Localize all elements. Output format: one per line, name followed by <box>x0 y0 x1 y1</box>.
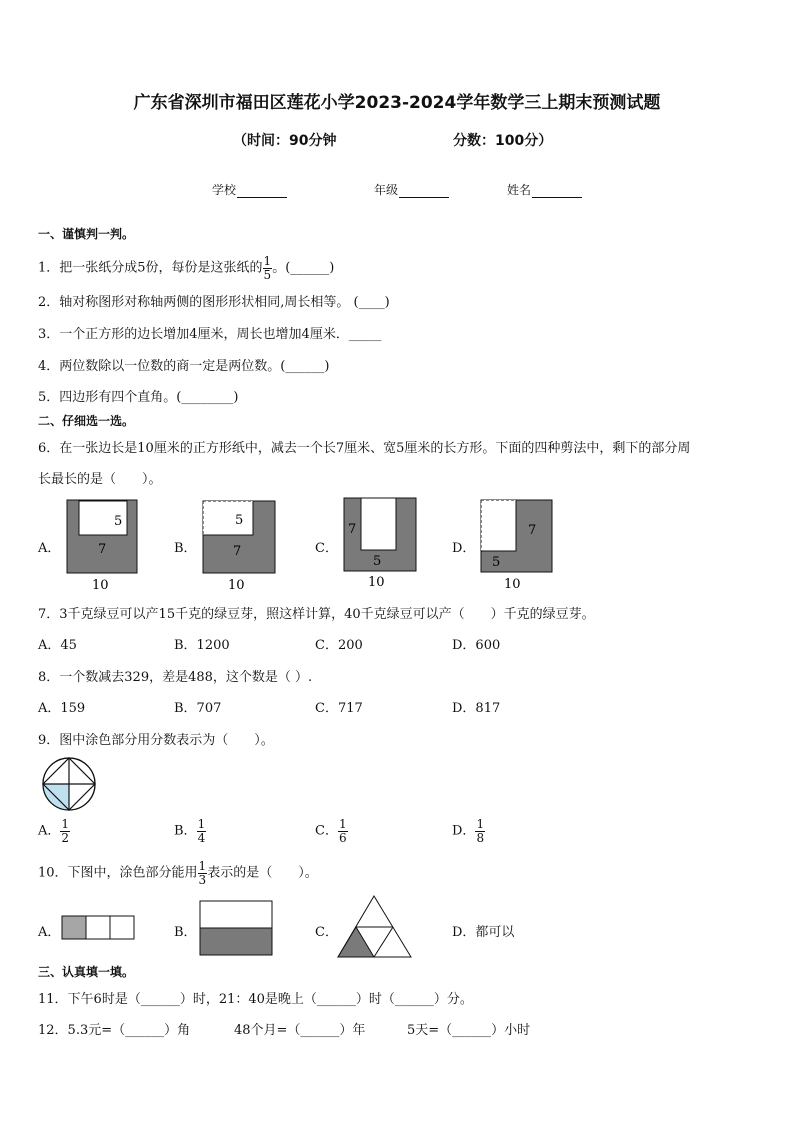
question-1 <box>38 255 334 281</box>
q9-option-a-fraction <box>60 818 70 844</box>
section-3-heading: 三、认真填一填。 <box>38 965 135 979</box>
q6c-label-7: 7 <box>348 522 357 537</box>
q1-frac-den: 5 <box>263 267 272 282</box>
q9-a-num: 1 <box>61 817 70 831</box>
q6c-label-10: 10 <box>368 575 385 590</box>
q9-option-b-letter: B． <box>174 823 197 839</box>
q6b-label-7: 7 <box>233 544 242 559</box>
q10-fraction <box>198 860 208 886</box>
name-blank <box>532 185 582 198</box>
q8-option-b: B．707 <box>174 701 222 716</box>
q9-option-b-fraction <box>197 818 207 844</box>
q1-text-before: 1．把一张纸分成5份，每份是这张纸的 <box>38 260 263 276</box>
q7-option-d: D．600 <box>452 638 501 653</box>
q10-option-d: D．都可以 <box>452 925 515 940</box>
q9-option-b <box>174 818 206 844</box>
q6-option-b-figure <box>198 497 280 593</box>
q9-option-d-letter: D． <box>452 823 476 839</box>
q9-option-d-fraction <box>475 818 485 844</box>
question-3: 3．一个正方形的边长增加4厘米，周长也增加4厘米．_____ <box>38 327 382 342</box>
q10-frac-num: 1 <box>198 859 207 873</box>
q10a-cell-3 <box>110 916 134 939</box>
question-6-line-1: 6．在一张边长是10厘米的正方形纸中，减去一个长7厘米、宽5厘米的长方形。下面的四种剪法中，剩下的部分周 <box>38 441 691 456</box>
q10-option-b-figure <box>199 900 275 958</box>
q6a-label-10: 10 <box>92 578 109 593</box>
q10b-shaded-half <box>200 928 272 955</box>
question-8: 8．一个数减去329，差是488，这个数是（ ）. <box>38 670 313 685</box>
q6-option-b-label: B． <box>174 541 197 556</box>
q10a-cell-2 <box>86 916 110 939</box>
q9-option-a-letter: A． <box>38 823 61 839</box>
name-label: 姓名 <box>507 183 532 197</box>
exam-score: 分数：100分） <box>453 133 553 149</box>
question-6-line-2: 长最长的是（ ）。 <box>38 472 162 487</box>
q9-c-num: 1 <box>338 817 347 831</box>
q9-a-den: 2 <box>61 830 70 845</box>
q10-text-after: 表示的是（ ）。 <box>207 865 318 881</box>
question-5: 5．四边形有四个直角。(________) <box>38 390 239 405</box>
q8-option-d: D．817 <box>452 701 501 716</box>
q10-option-c-figure <box>336 894 414 960</box>
q6b-label-5: 5 <box>235 513 244 528</box>
question-12-part-b: 48个月=（______）年 <box>234 1023 366 1038</box>
q6-option-a-label: A． <box>38 541 61 556</box>
section-2-heading: 二、仔细选一选。 <box>38 414 135 428</box>
q10-option-a-figure <box>61 915 137 941</box>
q7-option-c: C．200 <box>315 638 363 653</box>
q6a-label-5: 5 <box>114 514 123 529</box>
q6d-label-7: 7 <box>528 523 537 538</box>
q10-option-c-label: C． <box>315 925 338 940</box>
school-blank <box>237 185 287 198</box>
q6-option-a-figure <box>62 497 142 593</box>
q8-option-c: C．717 <box>315 701 363 716</box>
q6a-label-7: 7 <box>98 542 107 557</box>
school-field <box>212 181 287 198</box>
q6-option-c-figure <box>339 495 421 591</box>
question-10 <box>38 860 318 886</box>
q10a-shaded-cell <box>62 916 86 939</box>
q9-b-den: 4 <box>197 830 206 845</box>
q8-option-a: A．159 <box>38 701 86 716</box>
q6d-label-5: 5 <box>492 555 501 570</box>
page-title: 广东省深圳市福田区莲花小学2023-2024学年数学三上期末预测试题 <box>133 93 661 113</box>
q10-option-a-label: A． <box>38 925 61 940</box>
question-12-part-a: 12．5.3元=（______）角 <box>38 1023 191 1038</box>
q9-option-c <box>315 818 348 844</box>
q6c-label-5: 5 <box>373 554 382 569</box>
q9-c-den: 6 <box>338 830 347 845</box>
q6b-label-10: 10 <box>228 578 245 593</box>
q1-text-after: 。(______) <box>272 260 335 276</box>
q9-option-a <box>38 818 70 844</box>
q6-option-d-label: D． <box>452 541 476 556</box>
q9-d-num: 1 <box>476 817 485 831</box>
school-label: 学校 <box>212 183 237 197</box>
section-1-heading: 一、谨慎判一判。 <box>38 227 135 241</box>
question-4: 4．两位数除以一位数的商一定是两位数。(______) <box>38 359 330 374</box>
exam-time: （时间：90分钟 <box>233 133 337 149</box>
q9-option-c-fraction <box>338 818 348 844</box>
q9-b-num: 1 <box>197 817 206 831</box>
grade-field <box>374 181 449 198</box>
q7-option-a: A．45 <box>38 638 77 653</box>
grade-label: 年级 <box>374 183 399 197</box>
q7-option-b: B．1200 <box>174 638 230 653</box>
q6c-cut-rect <box>361 498 396 550</box>
q10-frac-den: 3 <box>198 872 207 887</box>
q10-option-b-label: B． <box>174 925 197 940</box>
question-9: 9．图中涂色部分用分数表示为（ ）。 <box>38 733 274 748</box>
q9-option-c-letter: C． <box>315 823 338 839</box>
q6-option-c-label: C． <box>315 541 338 556</box>
grade-blank <box>399 185 449 198</box>
name-field <box>507 181 582 198</box>
q9-circle-figure <box>40 755 98 813</box>
q1-frac-num: 1 <box>263 254 272 268</box>
q9-option-d <box>452 818 485 844</box>
question-11: 11．下午6时是（______）时，21：40是晚上（______）时（______）分。 <box>38 992 473 1007</box>
q6-option-d-figure <box>476 496 558 592</box>
q6b-cut-rect <box>203 501 253 535</box>
q9-d-den: 8 <box>476 830 485 845</box>
q10-text-before: 10．下图中，涂色部分能用 <box>38 865 198 881</box>
question-2: 2．轴对称图形对称轴两侧的图形形状相同,周长相等。 (____) <box>38 295 390 310</box>
question-7: 7．3千克绿豆可以产15千克的绿豆芽，照这样计算，40千克绿豆可以产（ ）千克的绿豆芽。 <box>38 607 595 622</box>
q6d-cut-rect <box>481 500 516 551</box>
question-12-part-c: 5天=（______）小时 <box>407 1023 531 1038</box>
q6d-label-10: 10 <box>504 577 521 592</box>
q1-fraction <box>263 255 273 281</box>
